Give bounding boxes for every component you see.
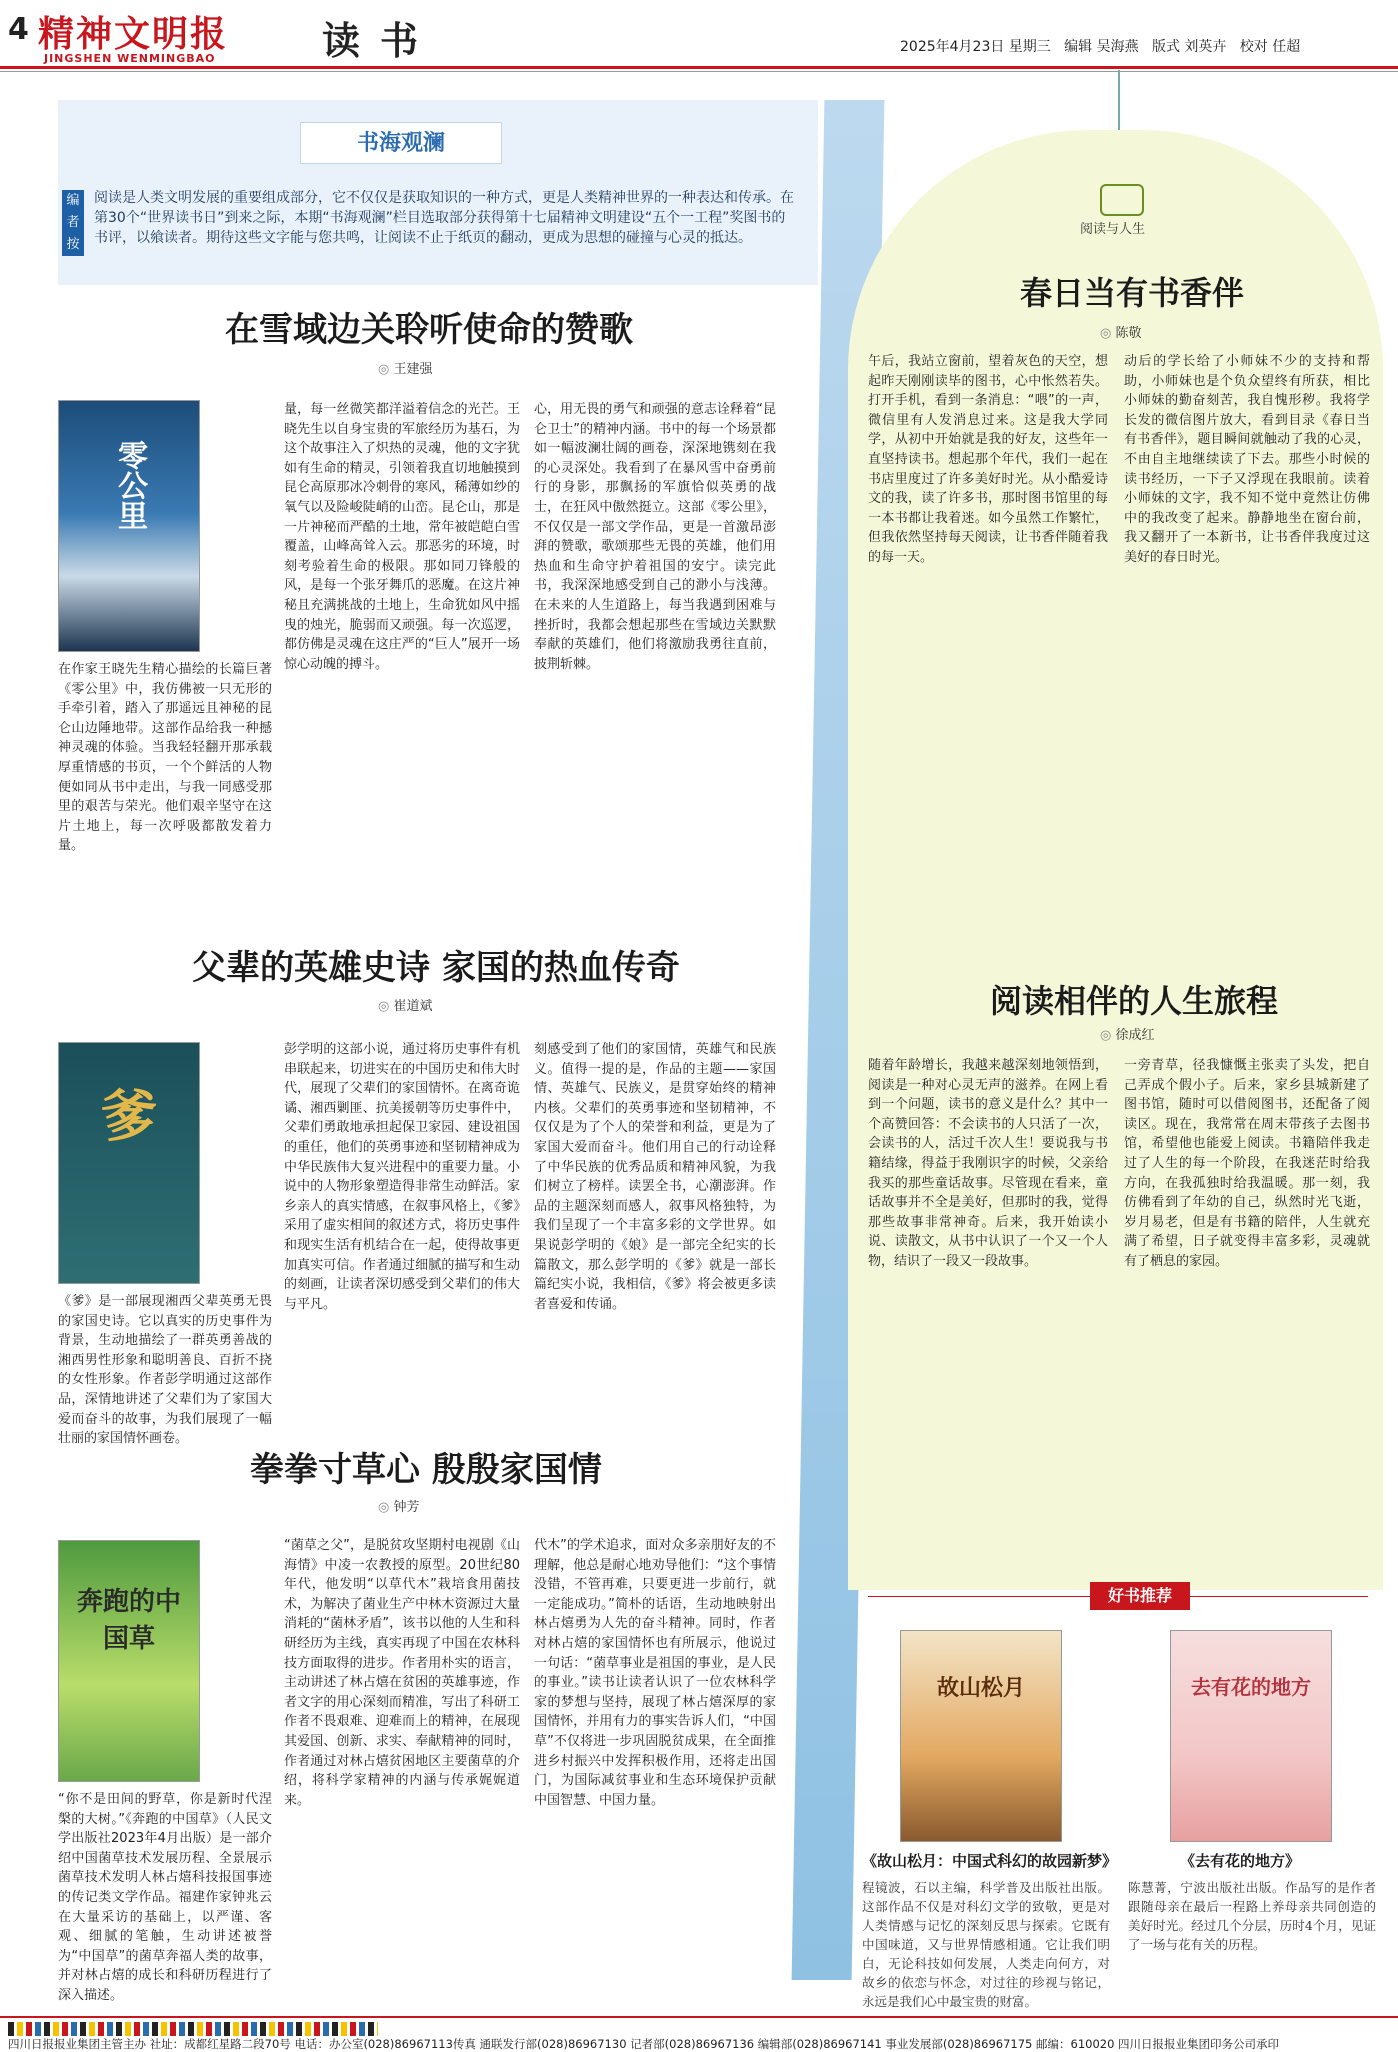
right-article1-author: ◎ 陈敬: [1100, 322, 1142, 341]
rec-book2-title: 《去有花的地方》: [1180, 1852, 1301, 1870]
editor-note-text: 阅读是人类文明发展的重要组成部分，它不仅仅是获取知识的一种方式，更是人类精神世界的一种表达和传承。在第30个“世界读书日”到来之际，本期“书海观澜”栏目选取部分获得第十七届精神文明建设“五个一工程”奖图书的书评，以飨读者。期待这些文字能与您共鸣，让阅读不止于纸页的翻动，更成为思想的碰撞与心灵的抵达。: [94, 190, 794, 246]
article2-author: ◎ 崔道斌: [378, 995, 433, 1014]
book-cover-title: 故山松月: [936, 1675, 1025, 1701]
right-article2-author: ◎ 徐成红: [1100, 1024, 1155, 1043]
right-article1-col2: 动后的学长给了小师妹不少的支持和帮助，小师妹也是个负众望终有所获，相比小师妹的勤奋刻苦，我自愧形秽。我将学长发的微信图片放大，看到目录《春日当有书香伴》，题目瞬间就触动了我的心灵，不由自主地继续读了下去。那些小时候的读书经历，一下子又浮现在我眼前。读着小师妹的文字，我不知不觉中竟然让仿佛中的我改变了起来。静静地坐在窗台前，我又翻开了一本新书，让书香伴我度过这美好的春日时光。: [1124, 354, 1370, 565]
issue-date: 2025年4月23日 星期三: [900, 39, 1051, 55]
right-article1-col1: 午后，我站立窗前，望着灰色的天空，想起昨天刚刚读毕的图书，心中怅然若失。打开手机，看到一条消息：“喂”的一声，微信里有人发消息过来。这是我大学同学，从初中开始就是我的好友，这些年一直坚持读书。想起那个年代，我们一起在书店里度过了许多美好时光。从小酷爱诗文的我，读了许多书，那时图书馆里的每一本书都让我着迷。如今虽然工作繁忙，但我依然坚持每天阅读，让书香伴随着我的每一天。: [868, 354, 1108, 565]
editor-credit: 编辑 吴海燕: [1064, 39, 1139, 55]
article2-title: 父辈的英雄史诗 家国的热血传奇: [192, 948, 680, 988]
issue-meta: [900, 36, 1300, 56]
recommend-label: 好书推荐: [1090, 1582, 1190, 1610]
masthead-pinyin: JINGSHEN WENMINGBAO: [44, 52, 216, 65]
article3-author: ◎ 钟芳: [378, 1496, 420, 1515]
rec-book2-text: 陈慧菁，宁波出版社出版。作品写的是作者跟随母亲在最后一程路上养母亲共同创造的美好时光。经过几个分层，历时4个月，见证了一场与花有关的历程。: [1128, 1880, 1376, 1952]
rec-book1-text: 程镜波，石以主编，科学普及出版社出版。这部作品不仅是对科幻文学的致敬，更是对人类情感与记忆的深刻反思与探索。它既有中国味道，又与世界情感相通。它让我们明白，无论科技如何发展，人类走向何方，对故乡的依恋与怀念，对过往的珍视与铭记，永远是我们心中最宝贵的财富。: [862, 1880, 1110, 2008]
page-number: 4: [8, 12, 29, 47]
book-cover-title: 奔跑的中国草: [76, 1587, 181, 1654]
book-cover-die: [58, 1042, 200, 1284]
article2-col1: 《爹》是一部展现湘西父辈英勇无畏的家国史诗。它以真实的历史事件为背景，生动地描绘了一群英勇善战的湘西男性形象和聪明善良、百折不挠的女性形象。作者彭学明通过这部作品，深情地讲述了父辈们为了家国大爱而奋斗的故事，为我们展现了一幅壮丽的家国情怀画卷。: [58, 1294, 272, 1447]
right-article2-title: 阅读相伴的人生旅程: [990, 982, 1279, 1020]
reading-life-tag: 阅读与人生: [1080, 222, 1146, 237]
book-icon: [1100, 184, 1144, 216]
book-cover-quyouhua: [1170, 1630, 1332, 1842]
right-article1-title: 春日当有书香伴: [1020, 274, 1245, 312]
page-header: [0, 0, 1398, 78]
proofreader-credit: 校对 任超: [1239, 39, 1301, 55]
article3-title: 拳拳寸草心 殷殷家国情: [250, 1450, 602, 1490]
article3-col3: 代木”的学术追求，面对众多亲朋好友的不理解，他总是耐心地劝导他们：“这个事情没错，不管再难，只要更进一步前行，就一定能成功。”简朴的话语，生动地映射出林占熺勇为人先的奋斗精神。同时，作者对林占熺的家国情怀也有所展示，他说过一句话：“菌草事业是祖国的事业，是人民的事业。”读书让读者认识了一位农林科学家的梦想与坚持，展现了林占熺深厚的家国情怀，并用有力的事实告诉人们，“中国草”不仅将进一步巩固脱贫成果，在全面推进乡村振兴中发挥积极作用，还将走出国门，为国际减贫事业和生态环境保护贡献中国智慧、中国力量。: [534, 1538, 776, 1808]
book-cover-title: 零公里: [112, 440, 147, 530]
masthead: 精神文明报: [38, 13, 229, 55]
article2-col2: 彭学明的这部小说，通过将历史事件有机串联起来，切进实在的中国历史和伟大时代，展现了父辈们的家国情怀。在离奇诡谲、湘西剿匪、抗美援朝等历史事件中，父辈们勇敢地承担起保卫家园、建设祖国的重任，他们的英勇事迹和坚韧精神成为中华民族伟大复兴进程中的重要力量。小说中的人物形象塑造得非常生动鲜活。家乡亲人的真实情感，在叙事风格上，《爹》采用了虚实相间的叙述方式，将历史事件和现实生活有机结合在一起，使得故事更加真实可信。作者通过细腻的描写和生动的刻画，让读者深切感受到父辈们的伟大与平凡。: [284, 1042, 520, 1312]
section-title: 读书: [322, 19, 439, 63]
book-cover-lingongli: [58, 400, 200, 652]
article1-col3: 心，用无畏的勇气和顽强的意志诠释着“昆仑卫士”的精神内涵。书中的每一个场景都如一幅波澜壮阔的画卷，深深地镌刻在我的心灵深处。我看到了在暴风雪中奋勇前行的身影，那飘扬的军旗恰似英勇的战士，在狂风中傲然挺立。这部《零公里》，不仅仅是一部文学作品，更是一首激昂澎湃的赞歌，歌颂那些无畏的英雄，他们用热血和生命守护着祖国的安宁。读完此书，我深深地感受到自己的渺小与浅薄。在未来的人生道路上，每当我遇到困难与挫折时，我都会想起那些在雪域边关默默奉献的英雄们，他们将激励我勇往直前，披荆斩棘。: [534, 402, 776, 672]
article2-col3: 刻感受到了他们的家国情，英雄气和民族义。值得一提的是，作品的主题——家国情、英雄气、民族义，是贯穿始终的精神内核。父辈们的英勇事迹和坚韧精神，不仅仅是为了个人的荣誉和利益，更是为了家国大爱而奋斗。他们用自己的行动诠释了中华民族的优秀品质和精神风貌，为我们树立了榜样。读罢全书，心潮澎湃。作品的主题深刻而感人，叙事风格独特，为我们呈现了一个丰富多彩的文学世界。如果说彭学明的《娘》是一部完全纪实的长篇散文，那么彭学明的《爹》就是一部长篇纪实小说，我相信，《爹》将会被更多读者喜爱和传诵。: [534, 1042, 776, 1312]
book-cover-gushansongyue: [900, 1630, 1062, 1842]
right-article2-col1: 随着年龄增长，我越来越深刻地领悟到，阅读是一种对心灵无声的滋养。在网上看到一个问题，读书的意义是什么？其中一个高赞回答：不会读书的人只活了一次，会读书的人，活过千次人生！要说我与书籍结缘，得益于我刚识字的时候，父亲给我买的那些童话故事。尽管现在看来，童话故事并不全是美好，但那时的我，觉得那些故事非常神奇。后来，我开始读小说、读散文，从书中认识了一个又一个人物，结识了一段又一段故事。: [868, 1058, 1108, 1269]
color-bar: [8, 2022, 378, 2036]
rec-book1-title: 《故山松月：中国式科幻的故园新梦》: [862, 1852, 1118, 1870]
article1-col1: 在作家王晓先生精心描绘的长篇巨著《零公里》中，我仿佛被一只无形的手牵引着，踏入了那遥远且神秘的昆仑山边陲地带。这部作品给我一种撼神灵魂的体验。当我轻轻翻开那承载厚重情感的书页，一个个鲜活的人物便如同从书中走出，与我一同感受那里的艰苦与荣光。他们艰辛坚守在这片土地上，每一次呼吸都散发着力量。: [58, 662, 272, 854]
book-cover-benpao: [58, 1540, 200, 1782]
header-rule: [0, 66, 1398, 69]
column-logo: 书海观澜: [300, 122, 502, 164]
header-rule-thin: [0, 71, 1398, 72]
article3-col2: “菌草之父”，是脱贫攻坚期村电视剧《山海情》中凌一农教授的原型。20世纪80年代，他发明“以草代木”栽培食用菌技术，为解决了菌业生产中林木资源过大量消耗的“菌林矛盾”，该书以他的人生和科研经历为主线，真实再现了中国在农林科技方面取得的进步。作者用朴实的语言，主动讲述了林占熺在贫困的英雄事迹，作者文字的用心深刻而精准，写出了科研工作者不畏艰难、迎难而上的精神，在展现其爱国、创新、求实、奉献精神的同时，作者通过对林占熺贫困地区主要菌草的介绍，将科学家精神的内涵与传承娓娓道来。: [284, 1538, 520, 1808]
book-cover-title: 去有花的地方: [1191, 1675, 1311, 1699]
article3-col1: “你不是田间的野草，你是新时代涅槃的大树。”《奔跑的中国草》（人民文学出版社2023年4月出版）是一部介绍中国菌草技术发展历程、全景展示菌草技术发明人林占熺科技报国事迹的传记类文学作品。福建作家钟兆云在大量采访的基础上，以严谨、客观、细腻的笔触，生动讲述被誉为“中国草”的菌草奔福人类的故事，并对林占熺的成长和科研历程进行了深入描述。: [58, 1792, 272, 2003]
designer-credit: 版式 刘英卉: [1151, 39, 1227, 55]
article1-author: ◎ 王建强: [378, 358, 433, 377]
book-cover-title: 爹: [101, 1084, 157, 1150]
footer-text: 四川日报报业集团主管主办 社址：成都红星路二段70号 电话：办公室(028)86967113传真 通联发行部(028)86967130 记者部(028)86967136 编辑部(028)86967141 事业发展部(028)86967175 邮编：610020 四川日报报业集团印务公司承印: [8, 2037, 1280, 2051]
right-article2-col2: 一旁青草，径我慷慨主张卖了头发，把自己弄成个假小子。后来，家乡县城新建了图书馆，随时可以借阅图书，还配备了阅读区。现在，我常常在周末带孩子去图书馆，希望他也能爱上阅读。书籍陪伴我走过了人生的每一个阶段，在我迷茫时给我方向，在我孤独时给我温暖。那一刻，我仿佛看到了年幼的自己，纵然时光飞逝，岁月易老，但是有书籍的陪伴，人生就充满了希望，日子就变得丰富多彩，灵魂就有了栖息的家园。: [1124, 1058, 1370, 1269]
article1-col2: 量，每一丝微笑都洋溢着信念的光芒。王晓先生以自身宝贵的军旅经历为基石，为这个故事注入了炽热的灵魂，他的文字犹如有生命的精灵，引领着我直切地触摸到昆仑高原那冰冷刺骨的寒风，稀薄如纱的氧气以及险峻陡峭的山峦。昆仑山，那是一片神秘而严酷的土地，常年被皑皑白雪覆盖，山峰高耸入云。那恶劣的环境，时刻考验着生命的极限。那如同刀锋般的风，是每一个张牙舞爪的恶魔。在这片神秘且充满挑战的土地上，生命犹如风中摇曳的烛光，脆弱而又顽强。每一次巡逻，都仿佛是灵魂在这庄严的“巨人”展开一场惊心动魄的搏斗。: [284, 402, 520, 672]
editor-note-tag: 编者按: [62, 190, 84, 256]
article1-title: 在雪域边关聆听使命的赞歌: [225, 310, 633, 350]
